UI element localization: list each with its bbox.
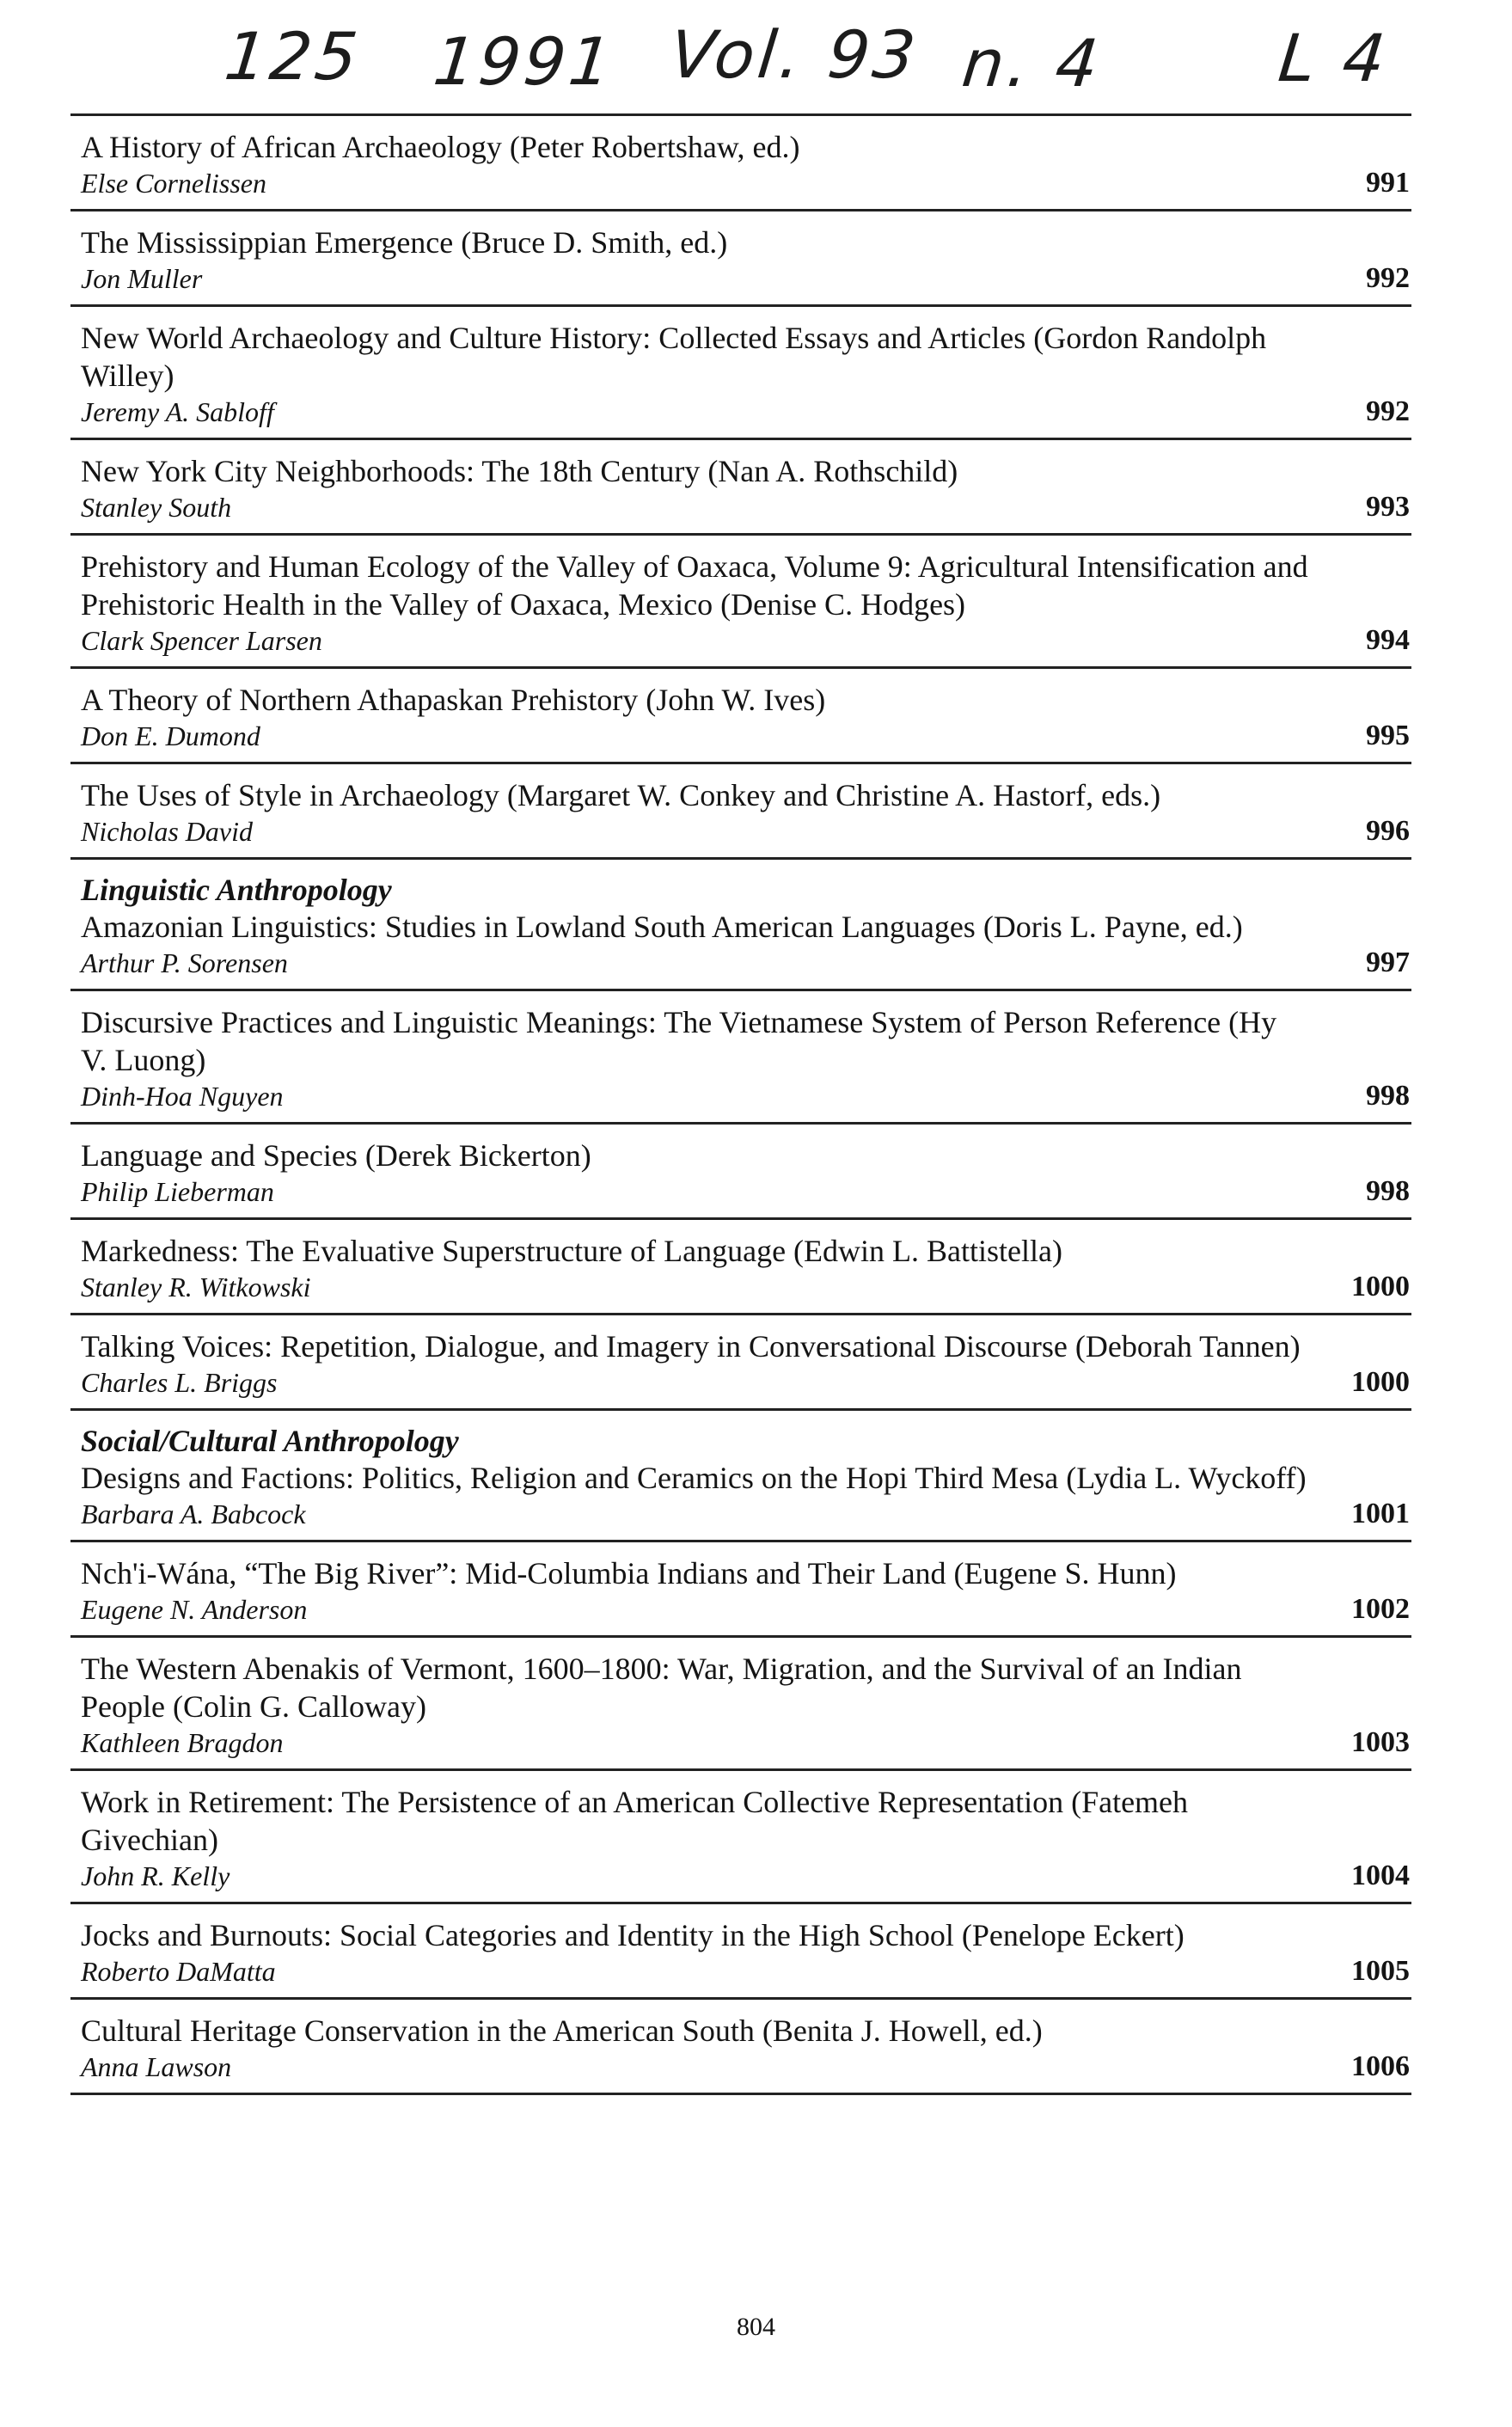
table-of-contents — [70, 113, 1411, 2095]
book-title: Discursive Practices and Linguistic Meanings: The Vietnamese System of Person Reference (Hy V. Luong) — [81, 1005, 1277, 1077]
handwritten-volume: Vol. 93 — [666, 16, 922, 93]
reviewer-name: Stanley South — [81, 492, 232, 523]
reviewer-name: Anna Lawson — [81, 2051, 232, 2082]
page-reference: 993 — [1366, 491, 1410, 523]
reviewer-name: Jeremy A. Sabloff — [81, 396, 274, 427]
page-reference: 991 — [1366, 167, 1410, 199]
page-reference: 994 — [1366, 624, 1410, 656]
book-title: Designs and Factions: Politics, Religion and Ceramics on the Hopi Third Mesa (Lydia L. Wyckoff) — [81, 1461, 1307, 1495]
toc-entry — [70, 860, 1411, 991]
page-reference: 992 — [1366, 395, 1410, 427]
book-title: The Western Abenakis of Vermont, 1600–1800: War, Migration, and the Survival of an Indian People (Colin G. Calloway) — [81, 1652, 1242, 1724]
book-title: New World Archaeology and Culture History: Collected Essays and Articles (Gordon Randolph Willey) — [81, 321, 1267, 393]
toc-entry — [70, 1411, 1411, 1542]
toc-entry — [70, 1315, 1411, 1411]
handwritten-year: 1991 — [430, 23, 619, 100]
reviewer-name: Roberto DaMatta — [81, 1956, 276, 1987]
toc-entry — [70, 2000, 1411, 2095]
reviewer-name: John R. Kelly — [81, 1860, 230, 1891]
reviewer-name: Nicholas David — [81, 816, 253, 847]
book-title: Markedness: The Evaluative Superstructure of Language (Edwin L. Battistella) — [81, 1234, 1062, 1268]
reviewer-name: Barbara A. Babcock — [81, 1498, 306, 1529]
page-reference: 998 — [1366, 1175, 1410, 1207]
page-reference: 992 — [1366, 262, 1410, 294]
page-reference: 995 — [1366, 720, 1410, 751]
reviewer-name: Philip Lieberman — [81, 1176, 274, 1207]
toc-entry — [70, 1638, 1411, 1771]
book-title: Prehistory and Human Ecology of the Valley of Oaxaca, Volume 9: Agricultural Intensification and Prehistoric Health in the Valley of Oaxaca, Mexico (Denise C. Hodges) — [81, 549, 1308, 622]
reviewer-name: Kathleen Bragdon — [81, 1727, 284, 1758]
book-title: A Theory of Northern Athapaskan Prehistory (John W. Ives) — [81, 683, 826, 717]
toc-entry — [70, 536, 1411, 669]
page-reference: 1002 — [1351, 1593, 1410, 1625]
toc-entry — [70, 764, 1411, 860]
reviewer-name: Don E. Dumond — [81, 720, 260, 751]
book-title: Work in Retirement: The Persistence of an American Collective Representation (Fatemeh Givechian) — [81, 1785, 1189, 1857]
section-heading: Social/Cultural Anthropology — [81, 1424, 459, 1458]
reviewer-name: Else Cornelissen — [81, 168, 266, 199]
toc-entry — [70, 1542, 1411, 1638]
book-title: Nch'i-Wána, “The Big River”: Mid-Columbia Indians and Their Land (Eugene S. Hunn) — [81, 1556, 1177, 1590]
handwritten-number: 125 — [221, 18, 364, 95]
book-title: New York City Neighborhoods: The 18th Century (Nan A. Rothschild) — [81, 454, 958, 488]
book-title: Cultural Heritage Conservation in the American South (Benita J. Howell, ed.) — [81, 2013, 1043, 2048]
reviewer-name: Eugene N. Anderson — [81, 1594, 308, 1625]
section-heading: Linguistic Anthropology — [81, 873, 392, 907]
page-reference: 1004 — [1351, 1860, 1410, 1891]
page-reference: 1000 — [1351, 1366, 1410, 1398]
reviewer-name: Arthur P. Sorensen — [81, 947, 288, 978]
handwritten-issue: n. 4 — [958, 25, 1105, 101]
toc-entry — [70, 307, 1411, 440]
book-title: Talking Voices: Repetition, Dialogue, and Imagery in Conversational Discourse (Deborah Tannen) — [81, 1329, 1301, 1364]
toc-entry — [70, 211, 1411, 307]
page-reference: 1001 — [1351, 1498, 1410, 1529]
reviewer-name: Jon Muller — [81, 263, 203, 294]
book-title: The Mississippian Emergence (Bruce D. Smith, ed.) — [81, 225, 728, 260]
reviewer-name: Dinh-Hoa Nguyen — [81, 1081, 284, 1112]
toc-entry — [70, 669, 1411, 764]
book-title: The Uses of Style in Archaeology (Margaret W. Conkey and Christine A. Hastorf, eds.) — [81, 778, 1161, 812]
page-reference: 1003 — [1351, 1726, 1410, 1758]
book-title: Language and Species (Derek Bickerton) — [81, 1138, 591, 1173]
toc-entry — [70, 1125, 1411, 1220]
page-reference: 996 — [1366, 815, 1410, 847]
handwritten-annotation — [0, 15, 1512, 110]
page-reference: 997 — [1366, 947, 1410, 978]
page-number: 804 — [737, 2313, 775, 2341]
book-title: Amazonian Linguistics: Studies in Lowland South American Languages (Doris L. Payne, ed.) — [81, 910, 1243, 944]
book-title: Jocks and Burnouts: Social Categories and Identity in the High School (Penelope Eckert) — [81, 1918, 1185, 1952]
toc-entry — [70, 116, 1411, 211]
toc-entry — [70, 1904, 1411, 2000]
page-reference: 1000 — [1351, 1271, 1410, 1302]
toc-entry — [70, 1771, 1411, 1904]
reviewer-name: Clark Spencer Larsen — [81, 625, 322, 656]
page-reference: 1005 — [1351, 1955, 1410, 1987]
toc-entry — [70, 991, 1411, 1125]
reviewer-name: Charles L. Briggs — [81, 1367, 278, 1398]
toc-entry — [70, 440, 1411, 536]
reviewer-name: Stanley R. Witkowski — [81, 1272, 311, 1302]
toc-entry — [70, 1220, 1411, 1315]
page-reference: 998 — [1366, 1080, 1410, 1112]
book-title: A History of African Archaeology (Peter Robertshaw, ed.) — [81, 130, 800, 164]
handwritten-code: L 4 — [1275, 20, 1393, 96]
page-reference: 1006 — [1351, 2050, 1410, 2082]
